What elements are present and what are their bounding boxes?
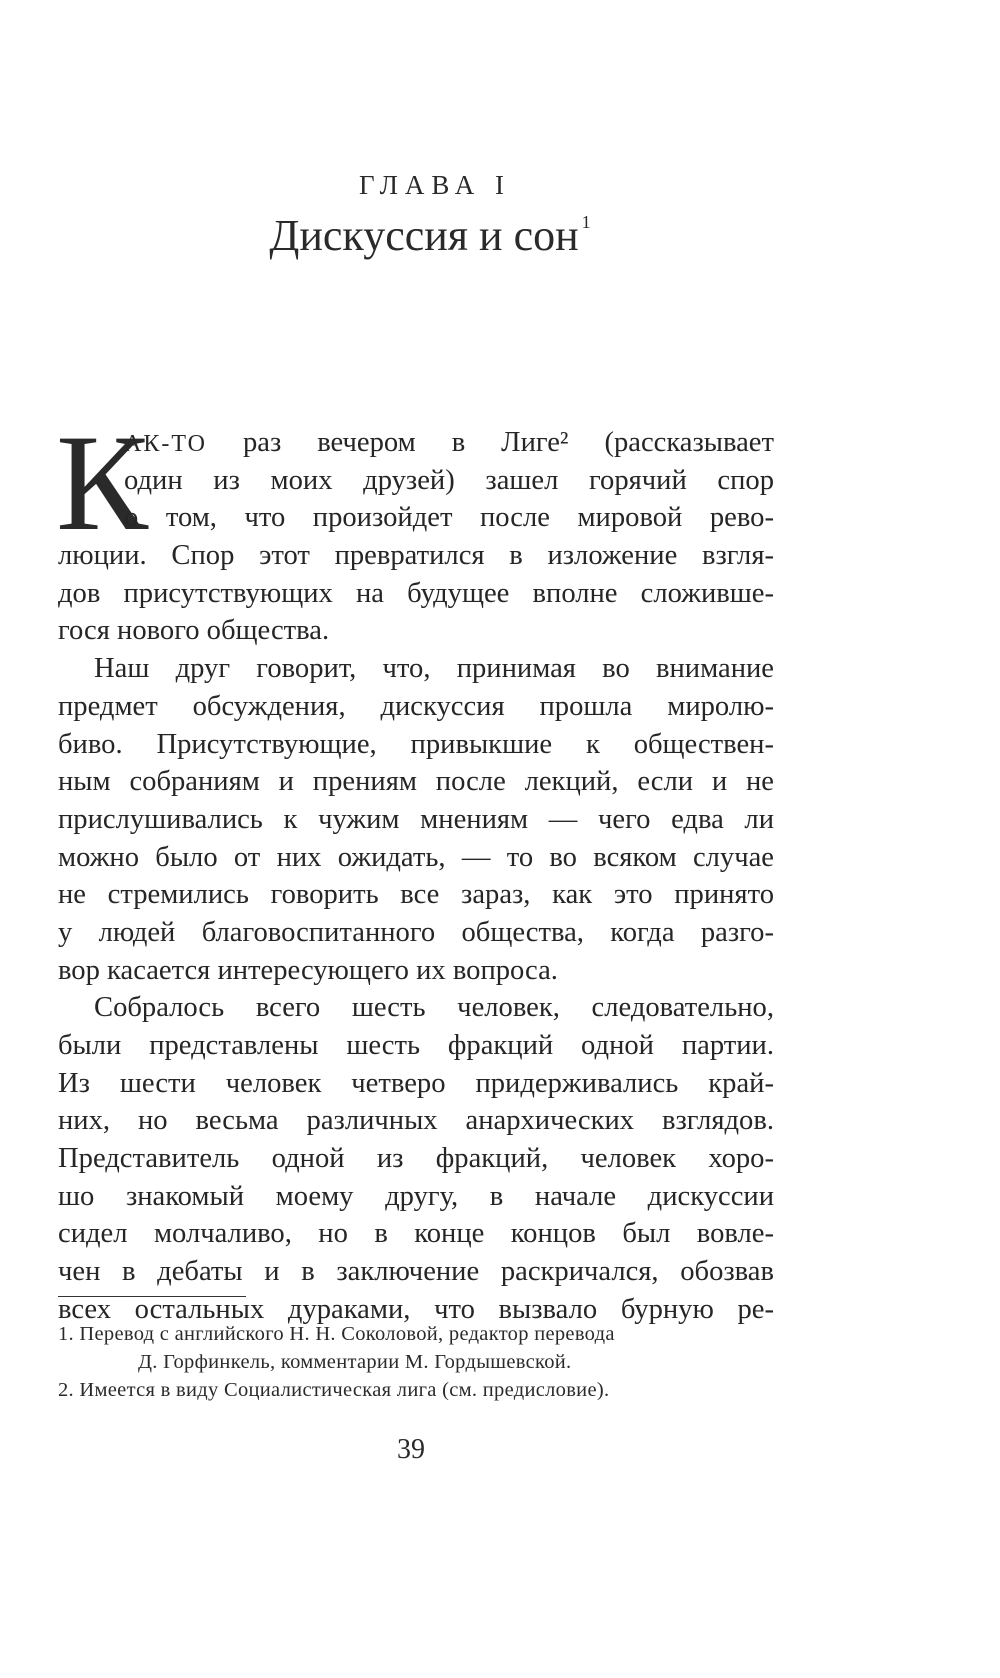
text-line: были представлены шесть фракций одной партии.	[58, 1030, 774, 1061]
text-line: прислушивались к чужим мнениям — чего едва ли	[58, 803, 774, 835]
footnote-2: 2. Имеется в виду Социалистическая лига (см. предисловие).	[58, 1379, 610, 1401]
text-line: у людей благовоспитанного общества, когда разго-	[58, 916, 774, 948]
text-line: них, но весьма различных анархических взглядов.	[58, 1105, 774, 1137]
text-line: гося нового общества.	[58, 615, 330, 647]
text-line: чен в дебаты и в заключение раскричался, обозвав	[58, 1256, 774, 1288]
text-line: Из шести человек четверо придерживались край-	[58, 1067, 774, 1099]
footnote-1-continuation: Д. Горфинкель, комментарии М. Гордышевской.	[138, 1351, 572, 1373]
text-line: о том, что произойдет после мировой рево-	[124, 502, 774, 534]
first-word-small-caps: АК-ТО	[124, 431, 208, 457]
text-line: вор касается интересующего их вопроса.	[58, 954, 558, 986]
text-line: Представитель одной из фракций, человек хоро-	[58, 1143, 774, 1175]
footnote-divider	[58, 1296, 246, 1297]
footnotes	[58, 1320, 774, 1404]
text-line: не стремились говорить все зараз, как это принято	[58, 879, 774, 911]
text-line: можно было от них ожидать, — то во всяком случае	[58, 841, 774, 873]
text-line: Собралось всего шесть человек, следовательно,	[94, 992, 774, 1024]
text-line: предмет обсуждения, дискуссия прошла миролю-	[58, 690, 774, 722]
text-line: всех остальных дураками, что вызвало бурную ре-	[58, 1293, 774, 1325]
chapter-title	[0, 210, 860, 261]
text-line: люции. Спор этот превратился в изложение взгля-	[58, 540, 774, 572]
text-line: дов присутствующих на будущее вполне сложивше-	[58, 577, 774, 609]
text-line: один из моих друзей) зашел горячий спор	[124, 464, 774, 496]
text-line: биво. Присутствующие, привыкшие к обществен-	[58, 728, 774, 760]
chapter-title-text: Дискуссия и сон	[269, 211, 579, 260]
chapter-label: ГЛАВА I	[359, 170, 511, 200]
text-line: шо знакомый моему другу, в начале дискуссии	[58, 1180, 774, 1212]
drop-cap-letter: К	[56, 406, 149, 559]
page-number: 39	[397, 1434, 425, 1465]
text-line: ным собраниям и прениям после лекций, если и не	[58, 766, 774, 798]
text-line: АК-ТО раз вечером в Лиге² (рассказывает	[124, 427, 774, 458]
text-line: сидел молчаливо, но в конце концов был вовле-	[58, 1218, 774, 1250]
footnote-1: 1. Перевод с английского Н. Н. Соколовой, редактор перевода	[58, 1323, 615, 1345]
chapter-title-footnote-ref: 1	[581, 212, 591, 232]
text-line: Наш друг говорит, что, принимая во внимание	[94, 653, 774, 685]
body-text	[56, 406, 774, 1329]
